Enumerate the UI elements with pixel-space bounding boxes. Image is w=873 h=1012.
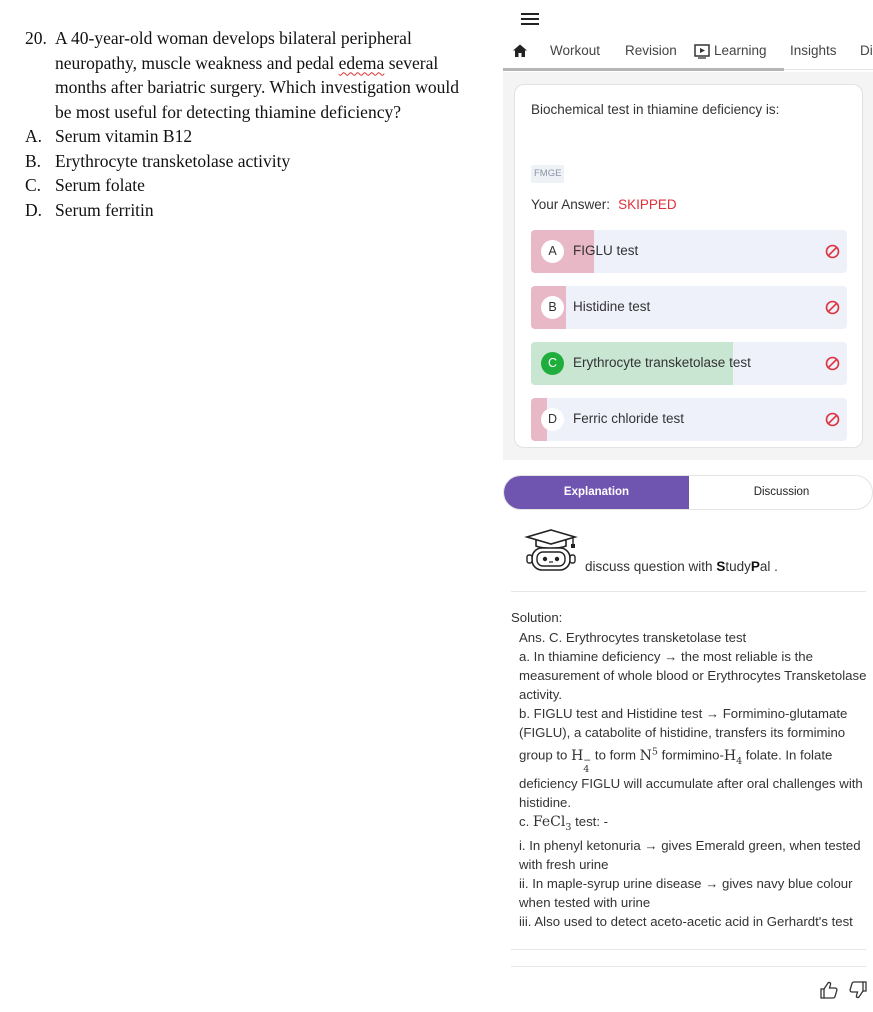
math-symbol: FeCl (532, 813, 566, 830)
nav-tab-workout[interactable]: Workout (550, 43, 601, 58)
tab-explanation[interactable]: Explanation (504, 476, 689, 509)
solution-point-c-iii: iii. Also used to detect aceto-acetic acid in Gerhardt's test (519, 914, 853, 930)
play-box-icon (694, 44, 710, 59)
nav-tab-insights[interactable]: Insights (790, 43, 837, 58)
question-option-b (25, 149, 470, 174)
explanation-tabs (503, 475, 873, 510)
thumb-up-icon[interactable] (819, 980, 839, 1000)
solution-point-a: a. In thiamine deficiency → the most reliable is the measurement of whole blood or Erythrocytes Transketolase activity. (519, 649, 867, 702)
math-h4 (723, 747, 743, 767)
solution-point-b (519, 704, 869, 812)
question-text-part: A 40-year-old woman develops bilateral peripheral neuropathy, muscle weakness and pedal (55, 28, 412, 73)
option-label: Ferric chloride test (573, 411, 685, 426)
math-symbol: H (723, 747, 737, 764)
solution-point-c-ii: ii. In maple-syrup urine disease → gives navy blue colour when tested with urine (519, 876, 853, 911)
studypal-prefix: discuss question with (585, 559, 717, 574)
option-label: Histidine test (573, 299, 651, 314)
question-stem (25, 26, 470, 124)
studypal-brand-part: tudy (725, 559, 751, 574)
ban-icon (825, 412, 840, 427)
math-h4 (571, 747, 592, 775)
studypal-brand-s: S (716, 559, 726, 574)
solution-point-c (519, 812, 869, 837)
your-answer-label: Your Answer: (531, 197, 611, 212)
math-sub: 4 (736, 755, 743, 767)
divider (511, 949, 866, 950)
solution-heading: Solution: (511, 610, 563, 625)
math-symbol: N (639, 747, 652, 764)
spellcheck-flagged-word: edema (338, 52, 385, 73)
nav-tab-learning[interactable]: Learning (714, 43, 767, 58)
home-icon[interactable] (512, 43, 528, 59)
studypal-robot-icon[interactable] (523, 528, 579, 574)
nav-tab-more[interactable]: Di (860, 43, 873, 58)
tab-discussion[interactable]: Discussion (753, 486, 810, 498)
option-letter: A. (25, 126, 43, 146)
exam-tag: FMGE (531, 165, 564, 183)
option-letter: D. (25, 199, 43, 220)
solution-text: folate. In folate deficiency FIGLU will accumulate after oral challenges with histidine. (519, 747, 863, 810)
option-letter-badge: C (541, 352, 564, 375)
active-tab-indicator (503, 68, 784, 71)
question-option-d (25, 198, 470, 223)
ban-icon (825, 356, 840, 371)
option-text: Serum folate (55, 175, 145, 195)
answer-option-c[interactable] (531, 342, 847, 385)
question-number: 20. (25, 28, 47, 48)
option-letter-badge: B (541, 296, 564, 319)
option-label: Erythrocyte transketolase test (573, 355, 751, 370)
studypal-brand-part: al (759, 559, 771, 574)
solution-answer: Ans. C. Erythrocytes transketolase test (519, 630, 747, 645)
math-sub: 4 (583, 763, 590, 775)
divider (511, 966, 866, 967)
ban-icon (825, 300, 840, 315)
studypal-prompt[interactable] (585, 559, 778, 574)
divider (511, 591, 866, 592)
hamburger-menu-icon[interactable] (519, 10, 541, 28)
option-letter-badge: A (541, 240, 564, 263)
question-title: Biochemical test in thiamine deficiency is: (531, 102, 780, 117)
solution-text: c. (519, 813, 533, 829)
math-fecl3 (532, 813, 572, 833)
option-letter-badge: D (541, 408, 564, 431)
question-panel (25, 26, 470, 222)
question-option-a (25, 124, 470, 149)
solution-body (511, 628, 869, 931)
app-panel (503, 0, 873, 1012)
answer-option-a[interactable] (531, 230, 847, 273)
math-sub: 3 (565, 821, 572, 833)
question-option-c (25, 173, 470, 198)
math-sup: − (583, 754, 592, 766)
solution-text: b. FIGLU test and Histidine test → Formimino-glutamate (FIGLU), a catabolite of histidine, transfers its formimino group to (519, 706, 848, 763)
option-letter: C. (25, 175, 42, 195)
option-label: FIGLU test (573, 243, 639, 258)
solution-section (511, 608, 869, 931)
studypal-suffix: . (770, 559, 778, 574)
math-n5 (640, 748, 658, 764)
tab-divider (784, 69, 873, 70)
answer-option-d[interactable] (531, 398, 847, 441)
option-text: Serum ferritin (55, 199, 154, 220)
your-answer-value: SKIPPED (618, 197, 677, 212)
math-sup: 5 (651, 746, 658, 757)
nav-tab-revision[interactable]: Revision (625, 43, 677, 58)
your-answer-row (531, 197, 677, 212)
question-card (514, 84, 863, 448)
answer-option-b[interactable] (531, 286, 847, 329)
question-text (55, 26, 470, 124)
option-text: Serum vitamin B12 (55, 126, 193, 146)
ban-icon (825, 244, 840, 259)
math-symbol: H (571, 747, 584, 764)
solution-text: to form (591, 747, 640, 763)
studypal-brand-p: P (750, 559, 760, 574)
option-text: Erythrocyte transketolase activity (55, 150, 291, 171)
solution-text: formimino- (657, 747, 724, 763)
option-letter: B. (25, 150, 42, 171)
thumb-down-icon[interactable] (848, 980, 868, 1000)
top-navigation (503, 38, 873, 72)
question-text-part: several months after bariatric surgery. Which investigation would be most useful for detecting thiamine deficiency? (55, 52, 460, 122)
solution-point-c-i: i. In phenyl ketonuria → gives Emerald green, when tested with fresh urine (519, 838, 861, 873)
solution-text: test: - (571, 813, 609, 829)
question-card-area (503, 72, 873, 460)
